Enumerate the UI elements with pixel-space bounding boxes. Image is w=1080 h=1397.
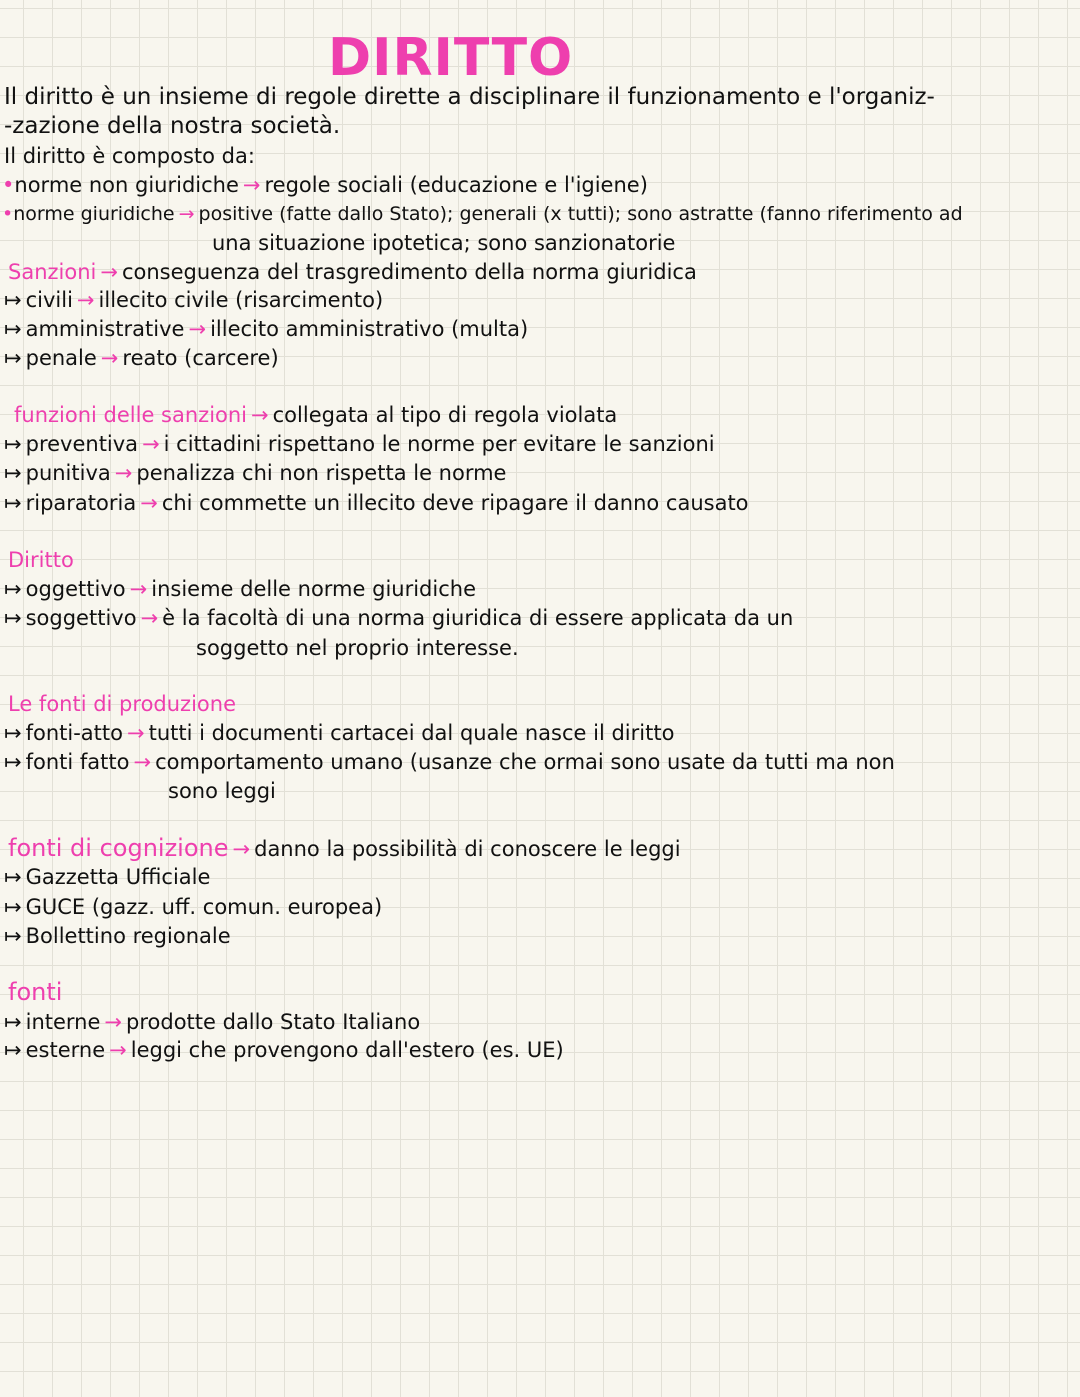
list-item	[4, 719, 674, 747]
arrow-icon: →	[129, 577, 148, 601]
arrow-icon: →	[114, 461, 133, 485]
section-heading: fonti	[8, 978, 63, 1006]
desc: reato (carcere)	[122, 346, 279, 370]
list-item	[4, 459, 506, 487]
desc: leggi che provengono dall'estero (es. UE)	[130, 1038, 564, 1062]
term: esterne	[25, 1038, 106, 1062]
term: interne	[25, 1010, 101, 1034]
bullet-icon: •	[2, 173, 15, 197]
list-item	[4, 863, 210, 891]
item-text: Gazzetta Ufficiale	[25, 865, 211, 889]
arrow-icon: →	[76, 288, 95, 312]
list-item	[4, 430, 715, 458]
continuation: soggetto nel proprio interesse.	[196, 636, 519, 660]
item-text: Bollettino regionale	[25, 924, 231, 948]
page-title: DIRITTO	[328, 28, 574, 88]
desc: regole sociali (educazione e l'igiene)	[264, 173, 648, 197]
desc: conseguenza del trasgredimento della norma giuridica	[121, 260, 697, 284]
arrow-icon: →	[100, 260, 118, 284]
list-item	[2, 200, 963, 228]
bullet-icon: •	[2, 203, 14, 225]
term: norme giuridiche	[13, 203, 175, 225]
desc: chi commette un illecito deve ripagare il danno causato	[161, 491, 749, 515]
arrow-icon: →	[140, 606, 159, 630]
list-item	[4, 1008, 420, 1036]
composto-label: Il diritto è composto da:	[4, 144, 255, 168]
section-heading	[14, 401, 617, 429]
branch-arrow-icon: ↦	[4, 346, 22, 370]
list-item	[4, 748, 895, 776]
desc: collegata al tipo di regola violata	[272, 403, 618, 427]
arrow-icon: →	[109, 1038, 127, 1062]
desc: è la facoltà di una norma giuridica di essere applicata da un	[162, 606, 794, 630]
branch-arrow-icon: ↦	[4, 895, 22, 919]
desc: illecito amministrativo (multa)	[210, 317, 529, 341]
branch-arrow-icon: ↦	[4, 1010, 22, 1034]
arrow-icon: →	[251, 403, 269, 427]
arrow-icon: →	[142, 432, 160, 456]
desc: positive (fatte dallo Stato); generali (x tutti); sono astratte (fanno riferimento ad	[198, 203, 963, 225]
term: punitiva	[25, 461, 111, 485]
arrow-icon: →	[133, 750, 152, 774]
heading: fonti di cognizione	[8, 834, 229, 862]
section-heading: Diritto	[8, 548, 74, 572]
term: amministrative	[25, 317, 185, 341]
continuation: una situazione ipotetica; sono sanzionatorie	[212, 231, 676, 255]
branch-arrow-icon: ↦	[4, 1038, 22, 1062]
list-item	[4, 604, 793, 632]
list-item	[4, 489, 749, 517]
branch-arrow-icon: ↦	[4, 924, 22, 948]
arrow-icon: →	[100, 346, 119, 370]
branch-arrow-icon: ↦	[4, 577, 22, 601]
desc: danno la possibilità di conoscere le leggi	[254, 837, 681, 861]
desc: illecito civile (risarcimento)	[98, 288, 384, 312]
list-item	[4, 893, 382, 921]
list-item	[4, 922, 231, 950]
branch-arrow-icon: ↦	[4, 865, 22, 889]
desc: i cittadini rispettano le norme per evitare le sanzioni	[163, 432, 715, 456]
arrow-icon: →	[188, 317, 207, 341]
branch-arrow-icon: ↦	[4, 721, 22, 745]
section-heading	[8, 834, 681, 863]
branch-arrow-icon: ↦	[4, 461, 22, 485]
item-text: GUCE (gazz. uff. comun. europea)	[25, 895, 383, 919]
branch-arrow-icon: ↦	[4, 606, 22, 630]
list-item	[4, 1036, 564, 1064]
term: norme non giuridiche	[14, 173, 239, 197]
arrow-icon: →	[127, 721, 145, 745]
term: fonti-atto	[25, 721, 123, 745]
section-heading: Le fonti di produzione	[8, 692, 236, 716]
desc: tutti i documenti cartacei dal quale nasce il diritto	[148, 721, 675, 745]
list-item	[4, 286, 383, 314]
section-heading	[8, 258, 697, 286]
branch-arrow-icon: ↦	[4, 750, 22, 774]
list-item	[4, 575, 476, 603]
term: penale	[25, 346, 97, 370]
heading: Sanzioni	[8, 260, 97, 284]
list-item	[2, 171, 648, 199]
desc: comportamento umano (usanze che ormai sono usate da tutti ma non	[155, 750, 895, 774]
heading: funzioni delle sanzioni	[14, 403, 248, 427]
arrow-icon: →	[178, 203, 195, 225]
desc: penalizza chi non rispetta le norme	[136, 461, 507, 485]
branch-arrow-icon: ↦	[4, 432, 22, 456]
intro-line: -zazione della nostra società.	[4, 113, 341, 139]
arrow-icon: →	[232, 837, 251, 861]
continuation: sono leggi	[168, 779, 276, 803]
intro-line: Il diritto è un insieme di regole dirette a disciplinare il funzionamento e l'organiz-	[4, 84, 935, 110]
term: fonti fatto	[25, 750, 130, 774]
list-item	[4, 344, 279, 372]
term: preventiva	[25, 432, 139, 456]
desc: prodotte dallo Stato Italiano	[126, 1010, 421, 1034]
branch-arrow-icon: ↦	[4, 491, 22, 515]
list-item	[4, 315, 528, 343]
arrow-icon: →	[140, 491, 158, 515]
desc: insieme delle norme giuridiche	[151, 577, 476, 601]
arrow-icon: →	[104, 1010, 123, 1034]
arrow-icon: →	[242, 173, 261, 197]
branch-arrow-icon: ↦	[4, 288, 22, 312]
term: civili	[25, 288, 73, 312]
term: oggettivo	[25, 577, 126, 601]
branch-arrow-icon: ↦	[4, 317, 22, 341]
term: riparatoria	[25, 491, 137, 515]
term: soggettivo	[25, 606, 137, 630]
